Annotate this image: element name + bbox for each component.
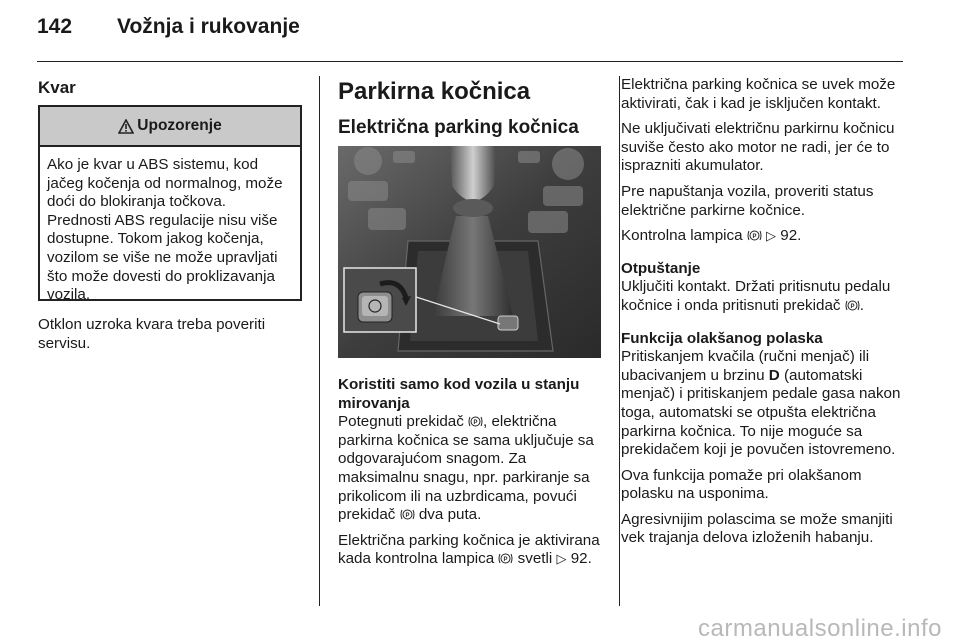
parking-brake-icon <box>747 229 762 242</box>
page-ref-link[interactable]: 92. <box>570 550 592 568</box>
section-heading-parking-brake: Parkirna kočnica <box>338 78 531 105</box>
warning-title: Upozorenje <box>137 117 222 134</box>
right-paragraph-3: Pre napuštanja vozila, proveriti status električne parkirne kočnice. <box>621 182 874 219</box>
subtitle-drive-away-assist: Funkcija olakšanog polaska <box>621 329 823 347</box>
right-paragraph-1: Električna parking kočnica se uvek može aktivirati, čak i kad je isključen kontakt. <box>621 76 896 112</box>
release-paragraph: Uključiti kontakt. Držati pritisnutu pedalu kočnice i onda pritisnuti prekidač P . <box>621 278 891 314</box>
subsection-heading-electric-brake: Električna parking kočnica <box>338 117 579 138</box>
page-ref-link[interactable]: 92. <box>780 227 802 245</box>
warning-header <box>40 107 300 147</box>
drive-away-paragraph: Pritiskanjem kvačila (ručni menjač) ili ubacivanjem u brzinu D (automatski menjač) i pritiskanjem pedale gasa nakon toga, automatski se otpušta električna parkirna kočnica. To nije moguće sa prekidačem koji je povučen istovremeno. <box>621 348 901 459</box>
svg-text:P: P <box>752 234 757 241</box>
subtitle-stationary-use: Koristiti samo kod vozila u stanju mirovanja <box>338 376 580 412</box>
column-divider <box>319 76 320 606</box>
section-heading-kvar: Kvar <box>38 78 76 97</box>
center-console-illustration <box>338 146 601 358</box>
subtitle-release: Otpuštanje <box>621 259 701 277</box>
svg-text:P: P <box>850 303 855 310</box>
warning-text: Ako je kvar u ABS sistemu, kod jačeg kočenja od normalnog, može doći do blokiranja točkova. Prednosti ABS regulacije nisu više dostupne. Tokom jakog kočenja, vozilom se više ne može upravljati što može dovesti do proklizavanja vozila. <box>47 156 283 304</box>
header-rule <box>37 61 903 62</box>
gear-d-label: D <box>768 366 780 384</box>
right-text <box>621 76 911 555</box>
wear-paragraph: Agresivnijim polascima se može smanjiti vek trajanja delova izloženih habanju. <box>621 510 893 547</box>
middle-text <box>338 376 608 576</box>
parking-brake-icon <box>400 508 415 521</box>
page-reference-arrow-icon: ▷ <box>766 228 777 244</box>
right-paragraph-2: Ne uključivati električnu parkirnu kočnicu suviše često ako motor ne radi, jer će to isprazniti akumulator. <box>621 120 895 175</box>
watermark: carmanualsonline.info <box>698 615 942 642</box>
pull-switch-paragraph: Potegnuti prekidač P , električna parkirna kočnica se sama uključuje sa odgovarajućom snagom. Za maksimalnu snagu, npr. parkiranje sa prikolicom ili na uzbrdicama, povući prekidač P dva puta. <box>338 413 594 524</box>
svg-text:P: P <box>473 420 478 427</box>
parking-brake-icon <box>845 299 860 312</box>
page-number: 142 <box>37 15 73 38</box>
uphill-paragraph: Ova funkcija pomaže pri olakšanom polasku na usponima. <box>621 466 862 503</box>
center-console-photo <box>338 146 601 358</box>
parking-brake-icon <box>468 415 483 428</box>
control-lamp-paragraph: Kontrolna lampica P ▷ 92. <box>621 227 802 245</box>
left-paragraph <box>38 316 308 360</box>
column-divider <box>619 76 620 606</box>
warning-box <box>38 105 302 304</box>
svg-text:P: P <box>503 557 508 564</box>
page-reference-arrow-icon: ▷ <box>556 551 567 567</box>
parking-brake-icon <box>498 552 513 565</box>
chapter-title: Vožnja i rukovanje <box>117 15 300 38</box>
warning-triangle-icon <box>118 119 134 134</box>
svg-text:P: P <box>405 513 410 520</box>
activated-paragraph: Električna parking kočnica je aktivirana kada kontrolna lampica P svetli ▷ 92. <box>338 531 600 568</box>
service-note: Otklon uzroka kvara treba poveriti servisu. <box>38 316 266 352</box>
